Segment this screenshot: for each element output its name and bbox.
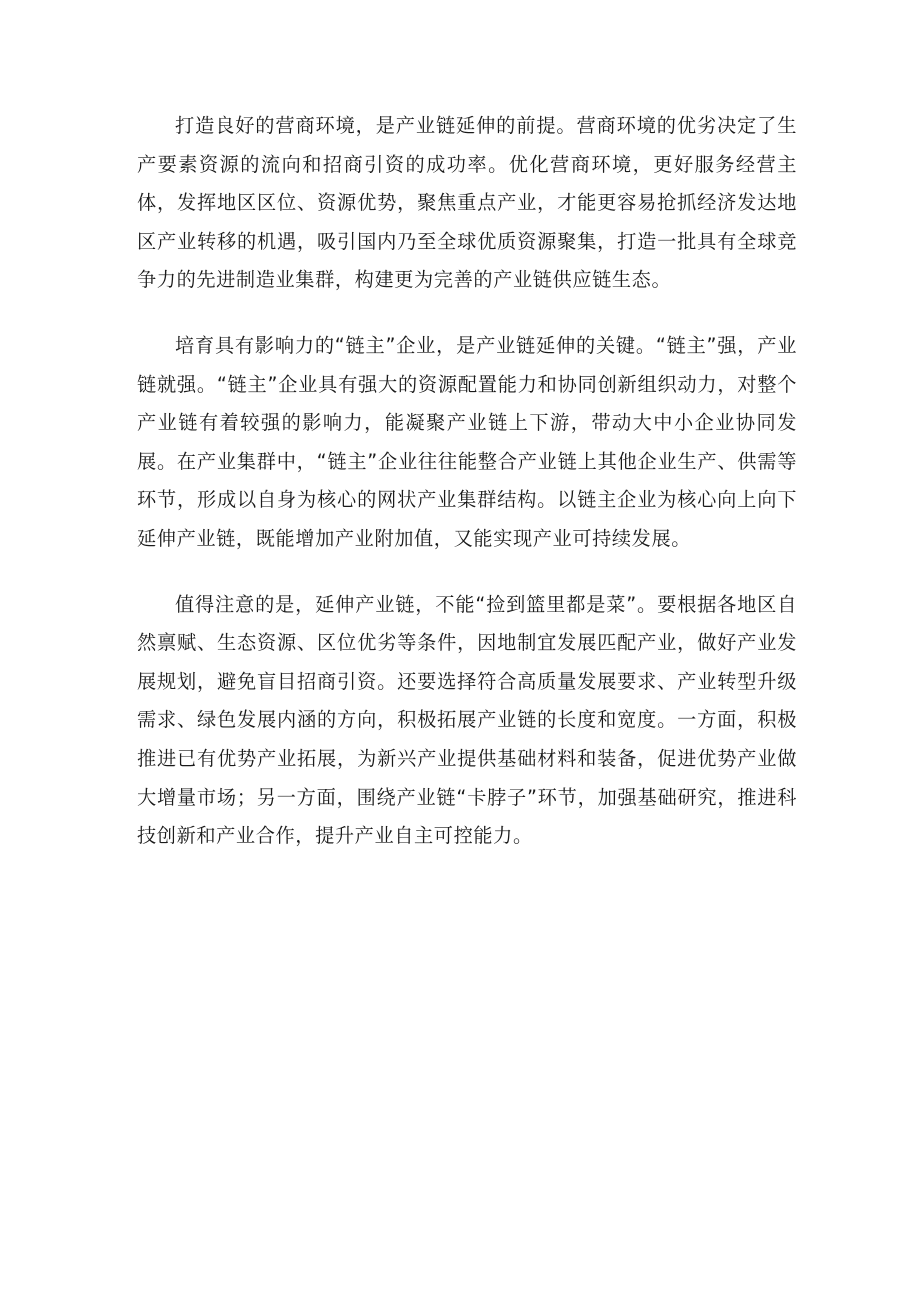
document-body bbox=[137, 107, 797, 883]
paragraph-caution: 值得注意的是，延伸产业链，不能“捡到篮里都是菜”。要根据各地区自然禀赋、生态资源、区位优劣等条件，因地制宜发展匹配产业，做好产业发展规划，避免盲目招商引资。还要选择符合高质量发展要求、产业转型升级需求、绿色发展内涵的方向，积极拓展产业链的长度和宽度。一方面，积极推进已有优势产业拓展，为新兴产业提供基础材料和装备，促进优势产业做大增量市场；另一方面，围绕产业链“卡脖子”环节，加强基础研究，推进科技创新和产业合作，提升产业自主可控能力。 bbox=[137, 592, 797, 848]
paragraph-chain-leader: 培育具有影响力的“链主”企业，是产业链延伸的关键。“链主”强，产业链就强。“链主”企业具有强大的资源配置能力和协同创新组织动力，对整个产业链有着较强的影响力，能凝聚产业链上下游，带动大中小企业协同发展。在产业集群中，“链主”企业往往能整合产业链上其他企业生产、供需等环节，形成以自身为核心的网状产业集群结构。以链主企业为核心向上向下延伸产业链，既能增加产业附加值，又能实现产业可持续发展。 bbox=[137, 333, 797, 550]
paragraph-business-environment: 打造良好的营商环境，是产业链延伸的前提。营商环境的优劣决定了生产要素资源的流向和招商引资的成功率。优化营商环境，更好服务经营主体，发挥地区区位、资源优势，聚焦重点产业，才能更容易抢抓经济发达地区产业转移的机遇，吸引国内乃至全球优质资源聚集，打造一批具有全球竞争力的先进制造业集群，构建更为完善的产业链供应链生态。 bbox=[137, 114, 797, 292]
